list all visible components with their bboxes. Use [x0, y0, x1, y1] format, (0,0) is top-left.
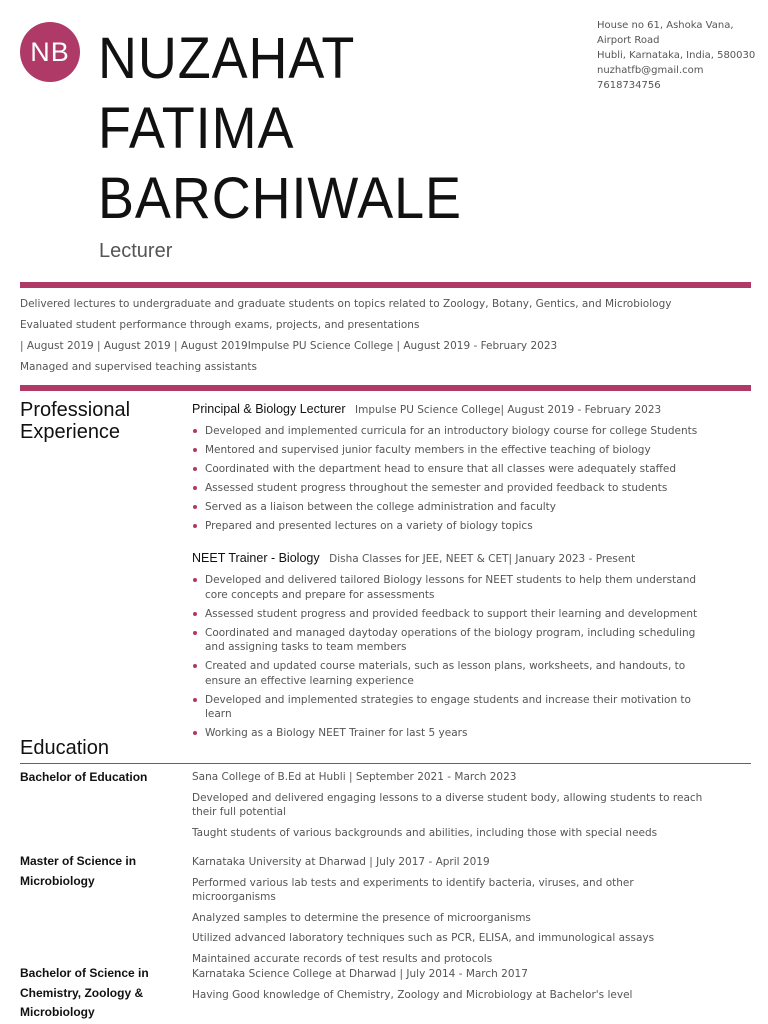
candidate-name [98, 24, 462, 234]
job-entry [192, 551, 712, 745]
list-item: Developed and implemented curricula for an introductory biology course for college Students [192, 424, 712, 439]
education-heading: Education [20, 737, 109, 759]
experience-heading [20, 399, 130, 443]
education-degree: Bachelor of Science in Chemistry, Zoology & Microbiology [20, 966, 149, 1019]
phone-number: 7618734756 [597, 80, 661, 91]
summary-line: Managed and supervised teaching assistants [20, 361, 258, 373]
avatar-initials: NB [20, 22, 80, 82]
section-divider [20, 282, 751, 288]
name-line: BARCHIWALE [98, 166, 462, 231]
education-details [192, 855, 712, 972]
job-header [192, 402, 712, 417]
job-organization: Disha Classes for JEE, NEET & CET| January 2023 - Present [329, 553, 636, 565]
summary-line: Delivered lectures to undergraduate and graduate students on topics related to Zoology, Botany, Gentics, and Microbiology [20, 298, 672, 310]
list-item: Coordinated with the department head to ensure that all classes were adequately staffed [192, 462, 712, 477]
summary [20, 296, 671, 380]
education-details [192, 770, 712, 846]
education-degree: Master of Science in Microbiology [20, 854, 137, 888]
list-item: Mentored and supervised junior faculty members in the effective teaching of biology [192, 443, 712, 458]
experience-heading-line: Professional [20, 399, 131, 421]
list-item: Coordinated and managed daytoday operations of the biology program, including scheduling and assigning tasks to team members [192, 626, 712, 655]
list-item: Prepared and presented lectures on a variety of biology topics [192, 519, 712, 534]
education-line: Maintained accurate records of test results and protocols [192, 952, 493, 965]
job-role: Principal & Biology Lecturer [192, 402, 346, 416]
address-line: House no 61, Ashoka Vana, [597, 20, 734, 31]
list-item: Created and updated course materials, such as lesson plans, worksheets, and handouts, to ensure an effective learning experience [192, 659, 712, 688]
address-line: Airport Road [597, 35, 660, 46]
section-divider [20, 385, 751, 391]
contact-info [597, 18, 755, 93]
experience-heading-line: Experience [20, 421, 121, 443]
education-degree: Bachelor of Education [20, 770, 148, 784]
address-line: Hubli, Karnataka, India, 580030 [597, 50, 756, 61]
summary-line: Evaluated student performance through exams, projects, and presentations [20, 319, 420, 331]
list-item: Assessed student progress throughout the semester and provided feedback to students [192, 481, 712, 496]
education-line: Performed various lab tests and experiments to identify bacteria, viruses, and other microorganisms [192, 876, 634, 903]
job-organization: Impulse PU Science College| August 2019 - February 2023 [355, 404, 662, 416]
job-bullets [192, 573, 712, 741]
education-details [192, 967, 712, 1008]
education-line: Developed and delivered engaging lessons to a diverse student body, allowing students to reach their full potential [192, 791, 703, 818]
education-line: Karnataka Science College at Dharwad | July 2014 - March 2017 [192, 968, 528, 980]
education-line: Karnataka University at Dharwad | July 2017 - April 2019 [192, 856, 490, 868]
job-role: NEET Trainer - Biology [192, 551, 320, 565]
section-divider [20, 763, 751, 764]
job-entry [192, 402, 712, 538]
name-line: NUZAHAT [98, 26, 356, 91]
list-item: Developed and implemented strategies to engage students and increase their motivation to learn [192, 693, 712, 722]
education-line: Analyzed samples to determine the presence of microorganisms [192, 911, 531, 924]
education-line: Sana College of B.Ed at Hubli | September 2021 - March 2023 [192, 771, 517, 783]
list-item: Assessed student progress and provided feedback to support their learning and development [192, 607, 712, 622]
list-item: Working as a Biology NEET Trainer for last 5 years [192, 726, 712, 741]
email-link[interactable]: nuzhatfb@gmail.com [597, 65, 704, 76]
education-line: Utilized advanced laboratory techniques such as PCR, ELISA, and immunological assays [192, 932, 655, 944]
job-title: Lecturer [99, 240, 173, 262]
job-bullets [192, 424, 712, 534]
summary-line: | August 2019 | August 2019 | August 2019Impulse PU Science College | August 2019 - February 2023 [20, 340, 558, 352]
name-line: FATIMA [98, 96, 295, 161]
job-header [192, 551, 712, 566]
list-item: Developed and delivered tailored Biology lessons for NEET students to help them understand core concepts and prepare for assessments [192, 573, 712, 602]
education-line: Taught students of various backgrounds and abilities, including those with special needs [192, 826, 658, 839]
education-line: Having Good knowledge of Chemistry, Zoology and Microbiology at Bachelor's level [192, 988, 633, 1001]
list-item: Served as a liaison between the college administration and faculty [192, 500, 712, 515]
